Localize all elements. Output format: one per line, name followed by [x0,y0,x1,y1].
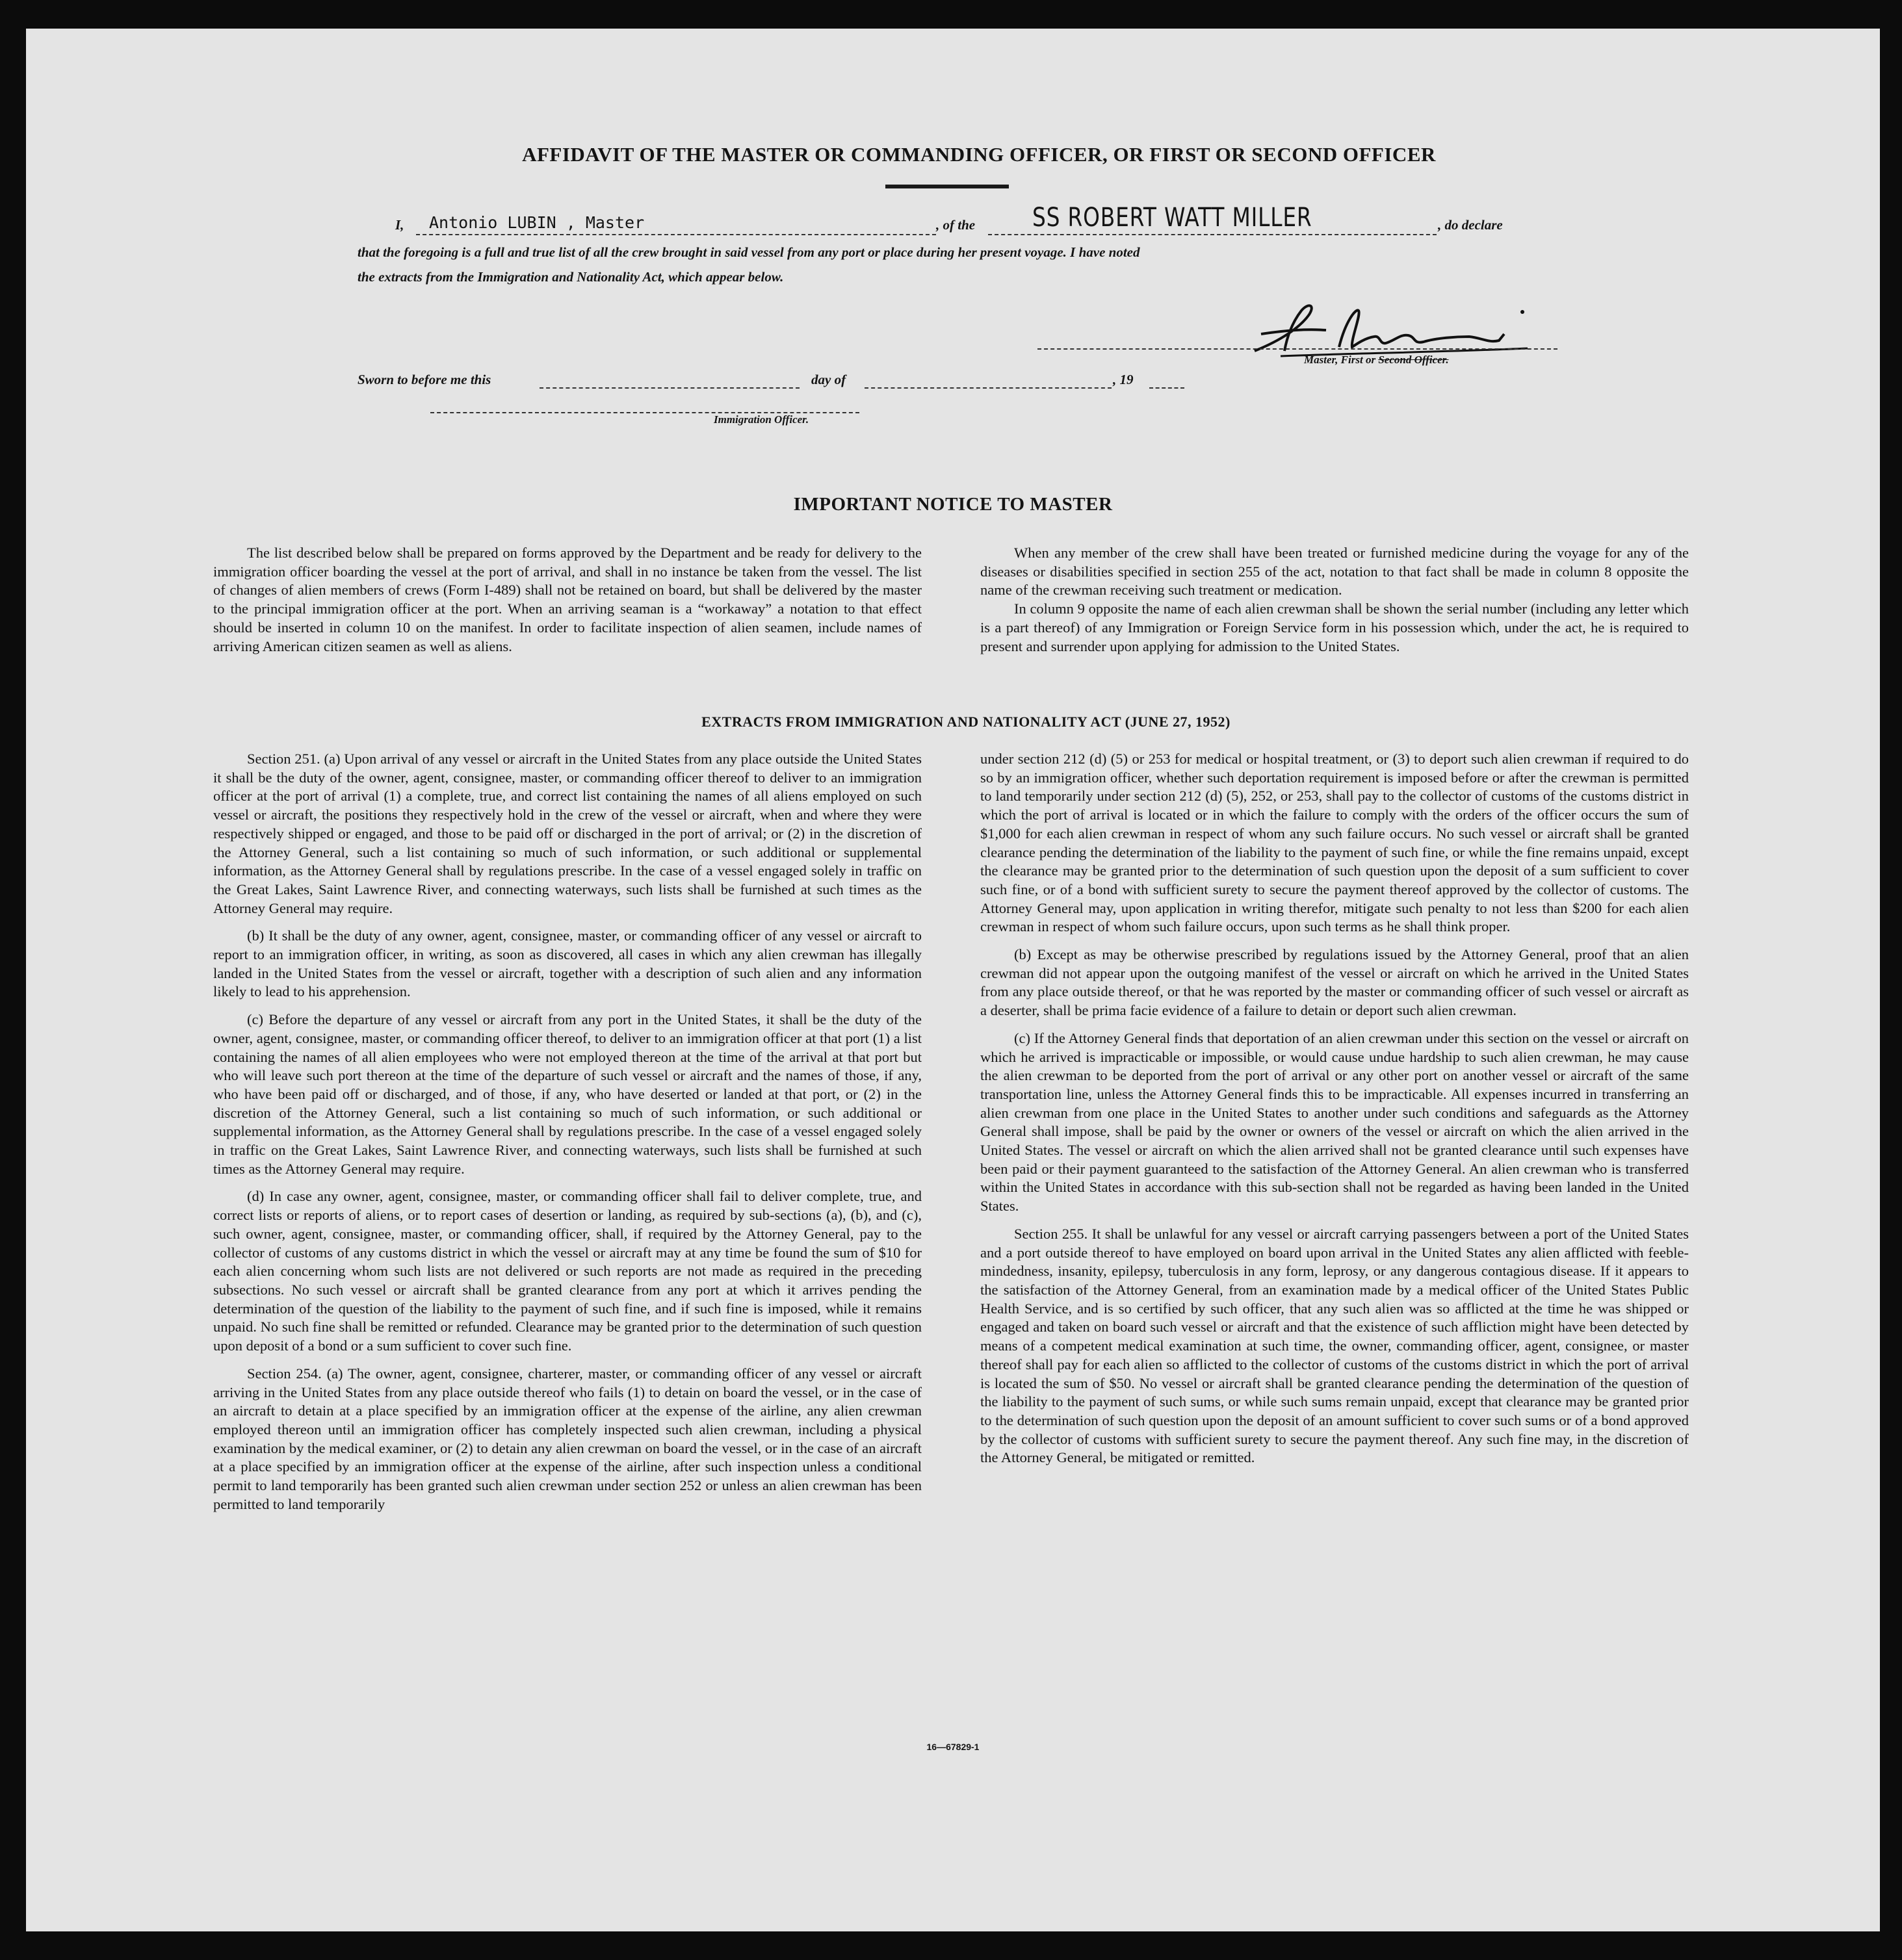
declarant-name: Antonio LUBIN , Master [429,213,645,232]
title-rule [885,185,1009,188]
section-251a: Section 251. (a) Upon arrival of any vessel or aircraft in the United States from any place outside the United States it shall be the duty of the owner, agent, consignee, master, or commanding officer thereof to deliver to an immigration officer at the port of arrival (1) a complete, true, and correct list containing the names of all aliens employed on such vessel or aircraft, the positions they respectively hold in the crew of the vessel or aircraft, when and where they were respectively shipped or engaged, and those to be paid off or discharged in the port of arrival; or (2) in the discretion of the Attorney General, such a list containing so much of such information, or such additional or supplemental information, as the Attorney General shall by regulations prescribe. In the case of a vessel engaged solely in traffic on the Great Lakes, Saint Lawrence River, and connecting waterways, such lists shall be furnished at such times as the Attorney General may require. [213,751,922,916]
statement-line-1: that the foregoing is a full and true list of all the crew brought in said vessel from any port or place during her present voyage. I have noted [358,244,1140,260]
signature-line[interactable] [1037,344,1557,350]
notice-paragraph: In column 9 opposite the name of each alien crewman shall be shown the serial number (including any letter which is a part thereof) of any Immigration or Foreign Service form in his possession which, under the act, he is required to present and surrender upon applying for admission to the United States. [980,600,1689,654]
section-251b: (b) It shall be the duty of any owner, agent, consignee, master, or commanding officer of any vessel or aircraft to report to an immigration officer, in writing, as soon as discovered, all cases in which any alien crewman has illegally landed in the United States from the vessel or aircraft, together with a description of such alien and any information likely to lead to his apprehension. [213,927,922,1000]
sworn-date-field[interactable] [540,372,800,389]
vessel-name: SS ROBERT WATT MILLER [1032,203,1312,233]
i-label: I, [395,217,404,233]
notice-right-column [980,544,1689,665]
day-of-label: day of [811,372,846,387]
immigration-officer-line[interactable] [430,408,859,413]
affidavit-title: AFFIDAVIT OF THE MASTER OR COMMANDING OFFICER, OR FIRST OR SECOND OFFICER [522,143,1436,166]
notice-title: IMPORTANT NOTICE TO MASTER [793,494,1113,515]
do-declare-label: , do declare [1438,217,1503,233]
sworn-label: Sworn to before me this [358,372,491,387]
year-label: , 19 [1113,372,1134,387]
section-251c: (c) Before the departure of any vessel or aircraft from any port in the United States, it shall be the duty of the owner, agent, consignee, master, or commanding officer thereof, to deliver to an immigration officer at that port (1) a list containing the names of all alien employees who were not employed thereon at the time of the arrival at that port but who will leave such port thereon at the time of the departure of such vessel or aircraft and the names of those, if any, who have been paid off or discharged, and of those, if any, who have deserted or landed at that port, or (2) in the discretion of the Attorney General, such a list containing so much of such information, or such additional or supplemental information, as the Attorney General shall by regulations prescribe. In the case of a vessel engaged solely in traffic on the Great Lakes, Saint Lawrence River, and connecting waterways, such lists shall be furnished at such times as the Attorney General may require. [213,1011,922,1177]
notice-paragraph: When any member of the crew shall have been treated or furnished medicine during the voyage for any of the diseases or disabilities specified in section 255 of the act, notation to that fact shall be made in column 8 opposite the name of the crewman receiving such treatment or medication. [980,545,1689,599]
statement-line-2: the extracts from the Immigration and Nationality Act, which appear below. [358,269,784,285]
section-251d: (d) In case any owner, agent, consignee, master, or commanding officer shall fail to deliver complete, true, and correct lists or reports of aliens, or to report cases of desertion or landing, as required by sub-sections (a), (b), and (c), such owner, agent, consignee, master, or commanding officer, shall, if required by the Attorney General, pay to the collector of customs of any customs district in which the vessel or aircraft may at any time be found the sum of $10 for each alien concerning whom such lists are not delivered or such reports are not made as required in the preceding subsections. No such vessel or aircraft shall be granted clearance from any port at which it arrives pending the determination of the question of the liability to the payment of such fine, and if such fine is imposed, while it remains unpaid. No such fine shall be remitted or refunded. Clearance may be granted prior to the determination of such question upon deposit of a bond or a sum sufficient to cover such fine. [213,1188,922,1354]
section-254c: (c) If the Attorney General finds that deportation of an alien crewman under this section on the vessel or aircraft on which he arrived is impracticable or impossible, or would cause undue hardship to such alien crewman, he may cause the alien crewman to be deported from the port of arrival or any other port on another vessel or aircraft of the same transportation line, unless the Attorney General finds this to be impracticable. All expenses incurred in transferring an alien crewman from one place in the United States to another under such conditions and safeguards as the Attorney General shall impose, shall be paid by the owner or owners of the vessel or aircraft on which the alien arrived in the United States. The vessel or aircraft on which the alien arrived shall not be granted clearance until such expenses have been paid or their payment guaranteed to the satisfaction of the Attorney General. An alien crewman who is transferred within the United States in accordance with this sub-section shall not be regarded as having been landed in the United States. [980,1029,1689,1215]
sworn-month-field[interactable] [865,372,1112,389]
year-field[interactable] [1149,372,1184,389]
extracts-right-column [980,750,1689,1476]
notice-paragraph: The list described below shall be prepared on forms approved by the Department and be ready for delivery to the immigration officer boarding the vessel at the port of arrival, and shall in no instance be taken from the vessel. The list of changes of alien members of crews (Form I-489) shall not be retained on board, but shall be delivered by the master to the principal immigration officer at the port. When an arriving seaman is a “workaway” a notation to that effect should be inserted in column 10 on the manifest. In order to facilitate inspection of alien seamen, include names of arriving American citizen seamen as well as aliens. [213,545,922,654]
section-254b: (b) Except as may be otherwise prescribed by regulations issued by the Attorney General, proof that an alien crewman did not appear upon the outgoing manifest of the vessel or aircraft on which he arrived in the United States from any place outside thereof, or that he was reported by the master or commanding officer of such vessel or aircraft as a deserter, shall be prima facie evidence of a failure to detain or deport such alien crewman. [980,946,1689,1019]
extracts-title: EXTRACTS FROM IMMIGRATION AND NATIONALITY ACT (JUNE 27, 1952) [701,714,1231,730]
vessel-field[interactable] [988,203,1437,235]
struck-caption: Second Officer. [1378,354,1449,366]
signature-caption: Master, First or Second Officer. [1304,354,1449,366]
officer-caption: Immigration Officer. [714,413,809,426]
section-254a: Section 254. (a) The owner, agent, consignee, charterer, master, or commanding officer of any vessel or aircraft arriving in the United States from any place outside thereof who fails (1) to detain on board the vessel, or in the case of an aircraft to detain at a place specified by an immigration officer at the expense of the airline, any alien crewman employed thereon until an immigration officer has completely inspected such alien crewman, including a physical examination by the medical examiner, or (2) to detain any alien crewman on board the vessel, or in the case of an aircraft at a place specified by an immigration officer at the expense of the airline, after such inspection unless a conditional permit to land temporarily has been granted such alien crewman under section 252 or unless an alien crewman has been permitted to land temporarily [213,1365,922,1512]
form-number: 16—67829-1 [926,1742,980,1752]
declarant-field[interactable] [416,213,936,235]
document-page [26,29,1880,1931]
section-255: Section 255. It shall be unlawful for any vessel or aircraft carrying passengers between a port of the United States and a port outside thereof to have employed on board upon arrival in the United States any alien afflicted with feeble-mindedness, insanity, epilepsy, tuberculosis in any form, leprosy, or any dangerous contagious disease. If it appears to the satisfaction of the Attorney General, from an examination made by a medical officer of the United States Public Health Service, and is so certified by such officer, that any such alien was so afflicted at the time he was shipped or engaged and taken on board such vessel or aircraft and that the existence of such affliction might have been detected by means of a competent medical examination at such time, the owner, commanding officer, agent, consignee, or master thereof shall pay for each alien so afflicted to the collector of customs of the customs district in which the port of arrival is located the sum of $50. No vessel or aircraft shall be granted clearance pending the determination of the question of the liability to the payment of such sums, or while such sums remain unpaid, except that clearance may be granted prior to the determination of such question upon the deposit of an amount sufficient to cover such sums or of a bond approved by the collector of customs with sufficient surety to secure the payment thereof. Any such fine may, in the discretion of the Attorney General, be mitigated or remitted. [980,1225,1689,1466]
notice-left-column [213,544,922,665]
of-the-label: , of the [936,217,976,233]
section-254a-continued: under section 212 (d) (5) or 253 for medical or hospital treatment, or (3) to deport such alien crewman if required to do so by an immigration officer, whether such deportation requirement is imposed before or after the crewman is permitted to land temporarily under section 212 (d) (5), 252, or 253, shall pay to the collector of customs of the customs district in which the port of arrival is located or in which the failure to comply with the orders of the officer occurs the sum of $1,000 for each alien crewman in respect of whom any such failure occurs. No such vessel or aircraft shall be granted clearance pending the determination of the liability to the payment of such fine, or while the fine remains unpaid, except the clearance may be granted prior to the determination of such question upon the deposit of a sum sufficient to cover such fine, or of a bond with sufficient surety to secure the payment thereof approved by the collector of customs. The Attorney General may, upon application in writing therefor, mitigate such penalty to not less than $200 for each alien crewman in respect of whom such failure occurs, upon such terms as he shall think proper. [980,751,1689,935]
extracts-left-column [213,750,922,1523]
